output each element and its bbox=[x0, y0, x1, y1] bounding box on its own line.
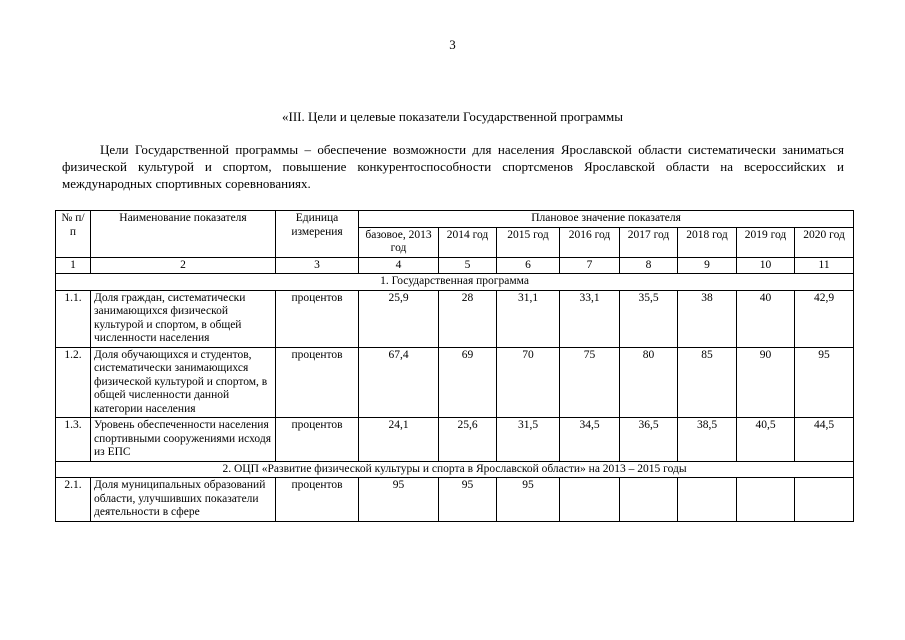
indicator-name: Доля муниципальных образований области, улучшивших показатели деятельности в сфере bbox=[91, 478, 276, 522]
column-index: 6 bbox=[497, 257, 560, 274]
section-heading: «III. Цели и целевые показатели Государственной программы bbox=[282, 109, 623, 124]
column-index-row bbox=[56, 257, 854, 274]
indicator-unit: процентов bbox=[276, 478, 359, 522]
header-year: 2017 год bbox=[620, 227, 678, 257]
indicator-value: 40 bbox=[737, 290, 795, 347]
indicator-value: 28 bbox=[439, 290, 497, 347]
table-row bbox=[56, 418, 854, 462]
column-index: 4 bbox=[359, 257, 439, 274]
column-index: 2 bbox=[91, 257, 276, 274]
indicator-unit: процентов bbox=[276, 418, 359, 462]
indicator-value: 95 bbox=[439, 478, 497, 522]
row-number: 2.1. bbox=[56, 478, 91, 522]
indicator-value: 80 bbox=[620, 347, 678, 418]
page-number: 3 bbox=[449, 37, 456, 52]
column-index: 10 bbox=[737, 257, 795, 274]
table-row bbox=[56, 478, 854, 522]
indicator-value: 95 bbox=[795, 347, 854, 418]
indicator-value: 36,5 bbox=[620, 418, 678, 462]
indicator-value: 85 bbox=[678, 347, 737, 418]
indicator-name: Доля граждан, систематически занимающихся физической культурой и спортом, в общей численности населения bbox=[91, 290, 276, 347]
indicator-value: 35,5 bbox=[620, 290, 678, 347]
column-index: 7 bbox=[560, 257, 620, 274]
column-index: 3 bbox=[276, 257, 359, 274]
indicator-value: 42,9 bbox=[795, 290, 854, 347]
indicator-unit: процентов bbox=[276, 290, 359, 347]
indicator-value: 34,5 bbox=[560, 418, 620, 462]
section-row-target-program bbox=[56, 461, 854, 478]
header-year: базовое, 2013 год bbox=[359, 227, 439, 257]
indicator-value: 90 bbox=[737, 347, 795, 418]
header-year: 2018 год bbox=[678, 227, 737, 257]
header-num: № п/п bbox=[56, 211, 91, 258]
header-year: 2015 год bbox=[497, 227, 560, 257]
section-row-state-program bbox=[56, 274, 854, 291]
table-row bbox=[56, 290, 854, 347]
header-year: 2016 год bbox=[560, 227, 620, 257]
table-row bbox=[56, 347, 854, 418]
column-index: 9 bbox=[678, 257, 737, 274]
column-index: 1 bbox=[56, 257, 91, 274]
indicator-value: 38,5 bbox=[678, 418, 737, 462]
indicator-value bbox=[795, 478, 854, 522]
row-number: 1.2. bbox=[56, 347, 91, 418]
indicator-unit: процентов bbox=[276, 347, 359, 418]
indicator-value: 40,5 bbox=[737, 418, 795, 462]
indicator-value: 24,1 bbox=[359, 418, 439, 462]
header-unit: Единица измерения bbox=[276, 211, 359, 258]
indicator-value: 69 bbox=[439, 347, 497, 418]
indicator-value: 25,9 bbox=[359, 290, 439, 347]
header-name: Наименование показателя bbox=[91, 211, 276, 258]
indicator-value: 38 bbox=[678, 290, 737, 347]
column-index: 8 bbox=[620, 257, 678, 274]
indicator-value: 31,5 bbox=[497, 418, 560, 462]
indicator-value: 75 bbox=[560, 347, 620, 418]
indicator-value bbox=[620, 478, 678, 522]
header-year: 2019 год bbox=[737, 227, 795, 257]
indicator-value bbox=[678, 478, 737, 522]
indicator-value bbox=[560, 478, 620, 522]
table-header-row bbox=[56, 211, 854, 228]
header-year: 2014 год bbox=[439, 227, 497, 257]
indicator-value: 44,5 bbox=[795, 418, 854, 462]
indicator-value bbox=[737, 478, 795, 522]
column-index: 11 bbox=[795, 257, 854, 274]
indicator-value: 67,4 bbox=[359, 347, 439, 418]
section-title: 2. ОЦП «Развитие физической культуры и спорта в Ярославской области» на 2013 – 2015 годы bbox=[56, 461, 854, 478]
indicator-value: 33,1 bbox=[560, 290, 620, 347]
indicator-value: 25,6 bbox=[439, 418, 497, 462]
indicator-value: 31,1 bbox=[497, 290, 560, 347]
indicator-value: 70 bbox=[497, 347, 560, 418]
indicator-value: 95 bbox=[497, 478, 560, 522]
intro-paragraph: Цели Государственной программы – обеспечение возможности для населения Ярославской области систематически заниматься физической культурой и спортом, повышение конкурентоспособности спортсменов Ярославской области на всероссийских и международных спортивных соревнованиях. bbox=[62, 142, 844, 191]
indicator-name: Доля обучающихся и студентов, систематически занимающихся физической культурой и спортом, в общей численности данной категории населения bbox=[91, 347, 276, 418]
row-number: 1.3. bbox=[56, 418, 91, 462]
header-year: 2020 год bbox=[795, 227, 854, 257]
column-index: 5 bbox=[439, 257, 497, 274]
indicators-table bbox=[55, 210, 854, 522]
indicator-name: Уровень обеспеченности населения спортивными сооружениями исходя из ЕПС bbox=[91, 418, 276, 462]
section-title: 1. Государственная программа bbox=[56, 274, 854, 291]
row-number: 1.1. bbox=[56, 290, 91, 347]
header-planned: Плановое значение показателя bbox=[359, 211, 854, 228]
indicator-value: 95 bbox=[359, 478, 439, 522]
